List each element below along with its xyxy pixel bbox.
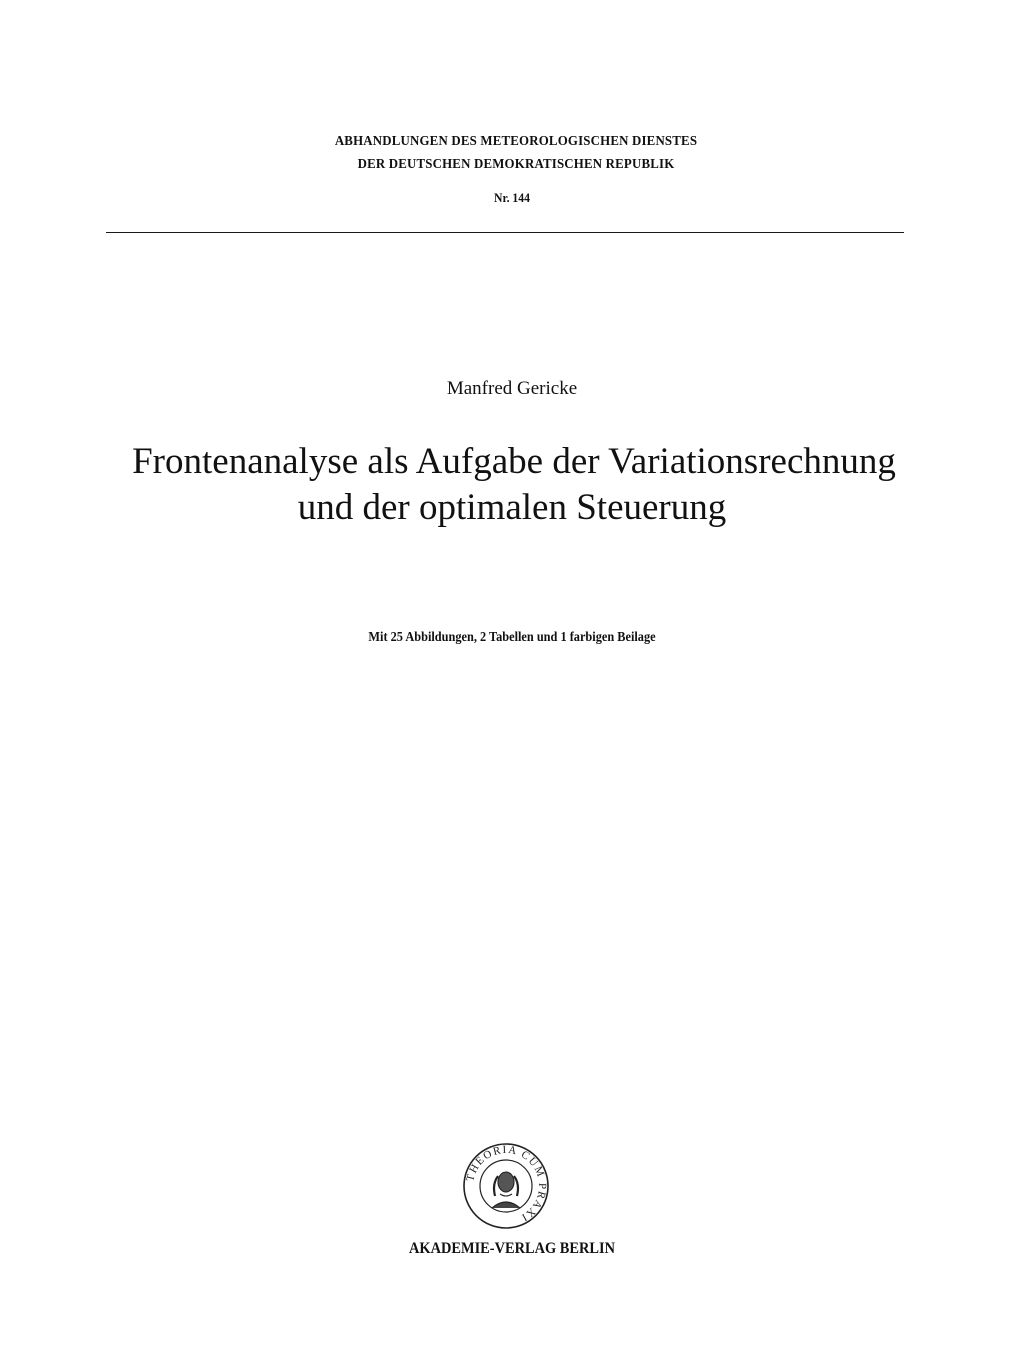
series-number: Nr. 144 [494, 190, 530, 205]
seal-motto: THEORIA CUM PRAXI [464, 1143, 549, 1224]
author-name: Manfred Gericke [446, 378, 578, 399]
book-title-line-2: und der optimalen Steuerung [297, 487, 727, 528]
series-title-line-1: ABHANDLUNGEN DES METEOROLOGISCHEN DIENSTES [334, 134, 698, 149]
series-title-line-2: DER DEUTSCHEN DEMOKRATISCHEN REPUBLIK [357, 157, 675, 172]
book-title-line-1: Frontenanalyse als Aufgabe der Variationsrechnung [132, 441, 896, 482]
seal-portrait [492, 1172, 520, 1208]
publisher-name: AKADEMIE-VERLAG BERLIN [408, 1240, 616, 1257]
header-divider [106, 232, 904, 233]
publisher-seal-icon [462, 1142, 550, 1230]
illustrations-note: Mit 25 Abbildungen, 2 Tabellen und 1 farbigen Beilage [368, 630, 656, 645]
